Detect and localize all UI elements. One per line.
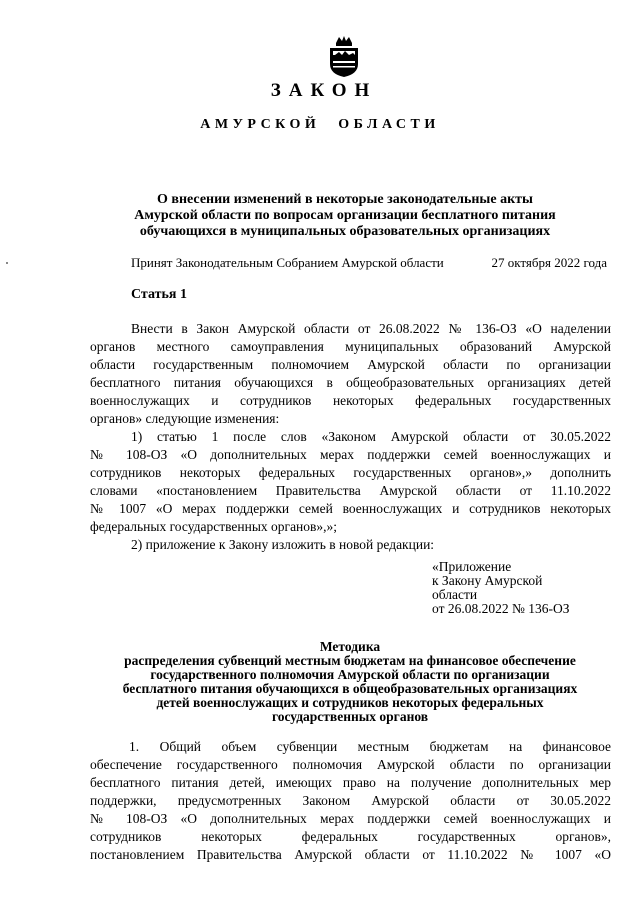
body-line: Внести в Закон Амурской области от 26.08.2022 № 136-ОЗ «О наделении [131,321,611,336]
methodology-line: государственного полномочия Амурской области по организации [150,667,550,682]
body-line: № 1007 «О мерах поддержки семей военнослужащих и сотрудников некоторых [90,501,611,516]
heading-line: Амурской области по вопросам организации бесплатного питания [134,208,556,223]
point-1-body [90,738,611,864]
article-title: Статья 1 [131,287,187,302]
appendix-reference [432,560,570,616]
methodology-line: государственных органов [271,709,429,724]
article-body [90,320,611,554]
body-line: № 108-ОЗ «О дополнительных мерах поддержки семей военнослужащих и [90,447,611,462]
coat-of-arms-emblem-icon [327,34,361,78]
methodology-line: Методика [319,639,381,654]
heading-line: обучающихся в муниципальных образовательных организациях [139,224,551,239]
law-title: ЗАКОН [270,80,378,101]
heading-line: О внесении изменений в некоторые законодательные акты [157,192,533,207]
body-line: органов» следующие изменения: [90,411,280,426]
methodology-line: бесплатного питания обучающихся в общеобразовательных организациях [122,681,578,696]
body-line: области государственным полномочием Амурской области по организации [90,357,611,372]
scan-margin-mark [6,262,8,264]
body-line: органов местного самоуправления муниципальных образований Амурской [90,339,611,354]
body-line: 2) приложение к Закону изложить в новой редакции: [131,537,435,552]
appendix-line: от 26.08.2022 № 136-ОЗ [432,601,570,616]
body-line: федеральных государственных органов»,»; [90,519,338,534]
body-line: сотрудников некоторых федеральных государственных органов»,» дополнить [90,465,611,480]
body-line: обеспечение государственного полномочия Амурской области по организации [90,757,611,772]
body-line: бесплатного питания обучающихся в общеобразовательных организациях детей [90,375,611,390]
methodology-title [80,640,620,724]
methodology-line: распределения субвенций местным бюджетам на финансовое обеспечение [124,653,576,668]
body-line: военнослужащих и сотрудников некоторых федеральных государственных [90,393,611,408]
body-line: 1. Общий объем субвенции местным бюджетам на финансовое [129,739,611,754]
body-line: бесплатного питания детей, имеющих право на получение дополнительных мер [90,775,611,790]
body-line: поддержки, предусмотренных Законом Амурской области от 30.05.2022 [90,793,611,808]
appendix-line: «Приложение [432,559,512,574]
appendix-line: области [432,587,478,602]
body-line: сотрудников некоторых федеральных государственных органов», [90,829,611,844]
body-line: словами «постановлением Правительства Амурской области от 11.10.2022 [90,483,611,498]
body-line: 1) статью 1 после слов «Законом Амурской области от 30.05.2022 [131,429,611,444]
body-line: № 108-ОЗ «О дополнительных мерах поддержки семей военнослужащих и [90,811,611,826]
adopted-statement: Принят Законодательным Собранием Амурской области [131,255,444,270]
body-line: постановлением Правительства Амурской области от 11.10.2022 № 1007 «О [90,847,611,862]
methodology-line: детей военнослужащих и сотрудников некоторых федеральных [156,695,544,710]
adopted-date: 27 октября 2022 года [491,255,607,270]
appendix-line: к Закону Амурской [432,573,543,588]
document-heading [110,192,580,240]
region-name: АМУРСКОЙ ОБЛАСТИ [200,117,440,132]
